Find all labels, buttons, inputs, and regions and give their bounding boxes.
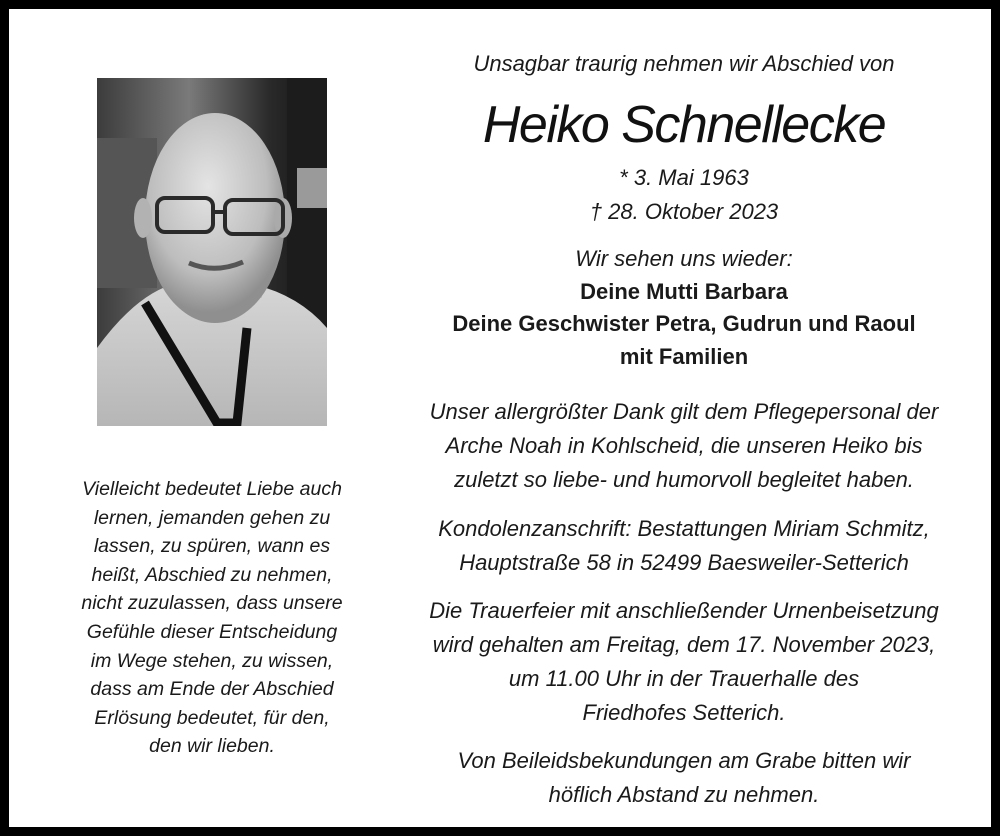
family-line: mit Familien [619, 343, 749, 369]
address-line: Kondolenzanschrift: Bestattungen Miriam Schmitz, [438, 516, 930, 541]
intro-text: Unsagbar traurig nehmen wir Abschied von [473, 51, 895, 76]
poem-line: Erlösung bedeutet, für den, [94, 706, 330, 729]
thanks-line: zuletzt so liebe- und humorvoll begleitet haben. [454, 467, 914, 492]
closing-request [394, 744, 974, 812]
closing-line: Von Beileidsbekundungen am Grabe bitten wir [457, 748, 911, 773]
ceremony-line: Friedhofes Setterich. [582, 700, 786, 725]
closing-line: höflich Abstand zu nehmen. [548, 782, 820, 807]
ceremony-info [394, 594, 974, 730]
ceremony-line: wird gehalten am Freitag, dem 17. November 2023, [432, 632, 936, 657]
poem-line: dass am Ende der Abschied [90, 678, 334, 701]
deceased-name: Heiko Schnellecke [482, 96, 886, 154]
poem-quote [39, 475, 385, 761]
poem-line: den wir lieben. [149, 735, 275, 758]
family-line: Deine Mutti Barbara [580, 278, 788, 304]
reunion-text: Wir sehen uns wieder: [575, 246, 793, 271]
thanks-line: Unser allergrößter Dank gilt dem Pflegepersonal der [429, 399, 939, 424]
birth-date: * 3. Mai 1963 [619, 165, 749, 190]
poem-line: im Wege stehen, zu wissen, [90, 649, 334, 672]
family-block [394, 243, 974, 373]
family-line: Deine Geschwister Petra, Gudrun und Raoul [452, 311, 916, 336]
poem-line: heißt, Abschied zu nehmen, [91, 563, 333, 586]
poem-line: nicht zuzulassen, dass unsere [81, 592, 343, 615]
death-date: † 28. Oktober 2023 [589, 199, 779, 224]
poem-line: lernen, jemanden gehen zu [93, 506, 331, 529]
thanks-paragraph [394, 395, 974, 497]
poem-line: Gefühle dieser Entscheidung [86, 620, 338, 643]
life-dates [394, 161, 974, 229]
condolence-address [394, 512, 974, 580]
ceremony-line: um 11.00 Uhr in der Trauerhalle des [508, 666, 860, 691]
poem-line: lassen, zu spüren, wann es [93, 535, 331, 558]
poem-line: Vielleicht bedeutet Liebe auch [82, 478, 342, 500]
portrait-photo [97, 78, 327, 426]
address-line: Hauptstraße 58 in 52499 Baesweiler-Setterich [459, 550, 909, 575]
ceremony-line: Die Trauerfeier mit anschließender Urnenbeisetzung [429, 598, 939, 623]
thanks-line: Arche Noah in Kohlscheid, die unseren Heiko bis [445, 433, 923, 458]
